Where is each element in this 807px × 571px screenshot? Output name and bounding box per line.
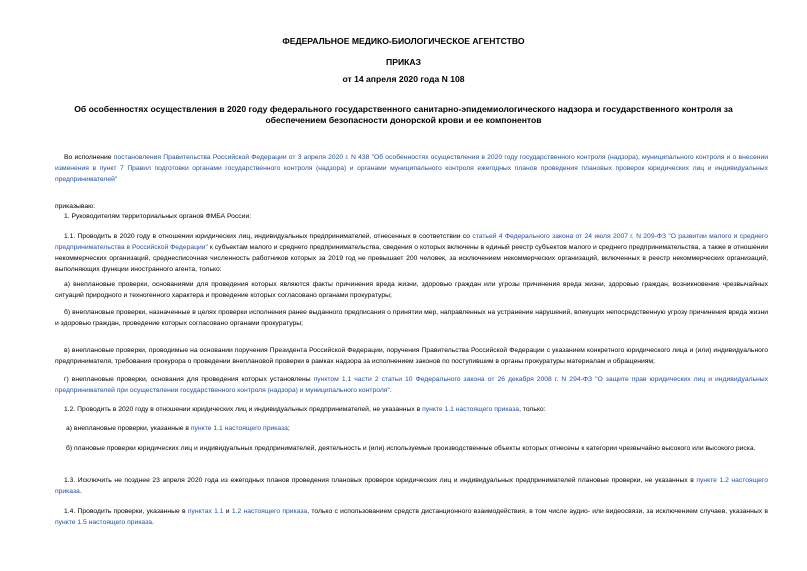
paragraph-1: 1. Руководителям территориальных органов ФМБА России: — [64, 213, 252, 220]
document-type: ПРИКАЗ — [386, 57, 421, 67]
paragraph-1-1 — [55, 231, 768, 275]
p11-text-1: 1.1. Проводить в 2020 году в отношении юридических лиц, индивидуальных предпринимателей, отнесенных в соответствии со — [64, 233, 473, 240]
paragraph-b: б) внеплановые проверки, назначенные в целях проверки исполнения ранее выданного предписания о принятии мер, направленных на устранение нарушений, влекущих непосредственную угрозу причинения вреда жизни и здоровью граждан, проведение которых согласовано органами прокуратуры; — [55, 309, 768, 327]
link-item-1-5[interactable]: пункте 1.5 настоящего приказа — [55, 519, 152, 526]
p11-text-2: к субъектам малого и среднего предпринимательства, сведения о которых включены в единый реестр субъектов малого и среднего предпринимательства, а также в отношении некоммерческих организаций, среднесписочная численность работников которых за 2019 год не превышает 200 человек, за исключением некоммерческих организаций, включенных в реестр некоммерческих организаций, выполняющих функции иностранного агента, только: — [55, 244, 768, 273]
paragraph-a: а) внеплановые проверки, основаниями для проведения которых являются факты причинения вреда жизни, здоровью граждан или угрозы причинения вреда жизни, здоровью граждан, возникновение чрезвычайных ситуаций природного и техногенного характера и проведение которых согласовано органами прокуратуры; — [55, 281, 768, 299]
paragraph-1-4 — [55, 506, 768, 528]
link-government-decree-438[interactable]: постановления Правительства Российской Федерации от 3 апреля 2020 г. N 438 "Об особенностях осуществления в 2020 году государственного контроля (надзора), муниципального контроля и о внесении изменения в пункт 7 Правил подготовки органами государственного контроля (надзора) и органами муниципального контроля ежегодных планов проведения плановых проверок юридических лиц и индивидуальных предпринимателей" — [55, 154, 768, 183]
p13-text-2: . — [79, 488, 82, 495]
paragraph-1-3 — [55, 475, 768, 497]
p14-text-1: 1.4. Проводить проверки, указанные в — [64, 508, 188, 515]
link-items-1-1[interactable]: пунктах 1.1 — [187, 508, 224, 515]
link-federal-law-294[interactable]: пунктом 1.1 части 2 статьи 10 Федерального закона от 26 декабря 2008 г. N 294-ФЗ "О защите прав юридических лиц и индивидуальных предпринимателей при осуществлении государственного контроля (надзора) и муниципального контроля" — [55, 376, 769, 394]
link-federal-law-209[interactable]: статьей 4 Федерального закона от 24 июля 2007 г. N 209-ФЗ "О развитии малого и среднего предпринимательства в Российской Федерации" — [55, 233, 768, 251]
p13-text-1: 1.3. Исключить не позднее 23 апреля 2020 года из ежегодных планов проведения плановых проверок юридических лиц и индивидуальных предпринимателей плановые проверки, не указанных в — [64, 477, 697, 484]
paragraph-v: в) внеплановые проверки, проводимые на основании поручения Президента Российской Федерации, поручения Правительства Российской Федерации с указанием конкретного юридического лица и (или) индивидуального предпринимателя, требования прокурора о проведении внеплановой проверки в рамках надзора за исполнением законов по поступившим в органы прокуратуры материалам и обращениям; — [55, 347, 768, 365]
document-date-number: от 14 апреля 2020 года N 108 — [342, 74, 465, 84]
p14-text-2: и — [223, 508, 232, 515]
paragraph-1-2-a — [55, 423, 768, 434]
p12a-text-1: а) внеплановые проверки, указанные в — [66, 425, 191, 432]
intro-paragraph — [55, 152, 768, 185]
link-item-1-2[interactable]: пункте 1.2 настоящего приказа — [55, 477, 768, 495]
link-item-1-1-b[interactable]: пункте 1.1 настоящего приказа — [190, 425, 288, 432]
p14-text-4: . — [151, 519, 154, 526]
p14-text-3: , только с использованием средств дистанционного взаимодействия, в том числе аудио- или видеосвязи, за исключением случаев, указанных в — [307, 508, 768, 515]
paragraph-1-2 — [55, 404, 768, 415]
p12a-text-2: ; — [287, 425, 290, 432]
p12-text-1: 1.2. Проводить в 2020 году в отношении юридических лиц и индивидуальных предпринимателей, не указанных в — [64, 406, 423, 413]
link-item-1-1[interactable]: пункте 1.1 настоящего приказа — [422, 406, 520, 413]
pg-text-1: г) внеплановые проверки, основания для проведения которых установлены — [64, 376, 314, 383]
order-word: приказываю: — [55, 203, 96, 210]
agency-name: ФЕДЕРАЛЬНОЕ МЕДИКО-БИОЛОГИЧЕСКОЕ АГЕНТСТВО — [282, 36, 525, 46]
paragraph-g — [55, 374, 768, 396]
pg-text-2: . — [389, 387, 392, 394]
intro-text: Во исполнение — [64, 154, 114, 161]
link-item-1-2-b[interactable]: 1.2 настоящего приказа — [231, 508, 308, 515]
paragraph-1-2-b: б) плановые проверки юридических лиц и индивидуальных предпринимателей, деятельность и (или) используемые производственные объекты которых отнесены к категории чрезвычайно высокого или высокого риска. — [66, 445, 756, 452]
p12-text-2: , только: — [519, 406, 546, 413]
document-title: Об особенностях осуществления в 2020 году федерального государственного санитарно-эпидемиологического надзора и государственного контроля за обеспечением безопасности донорской крови и ее компонентов — [74, 104, 733, 125]
